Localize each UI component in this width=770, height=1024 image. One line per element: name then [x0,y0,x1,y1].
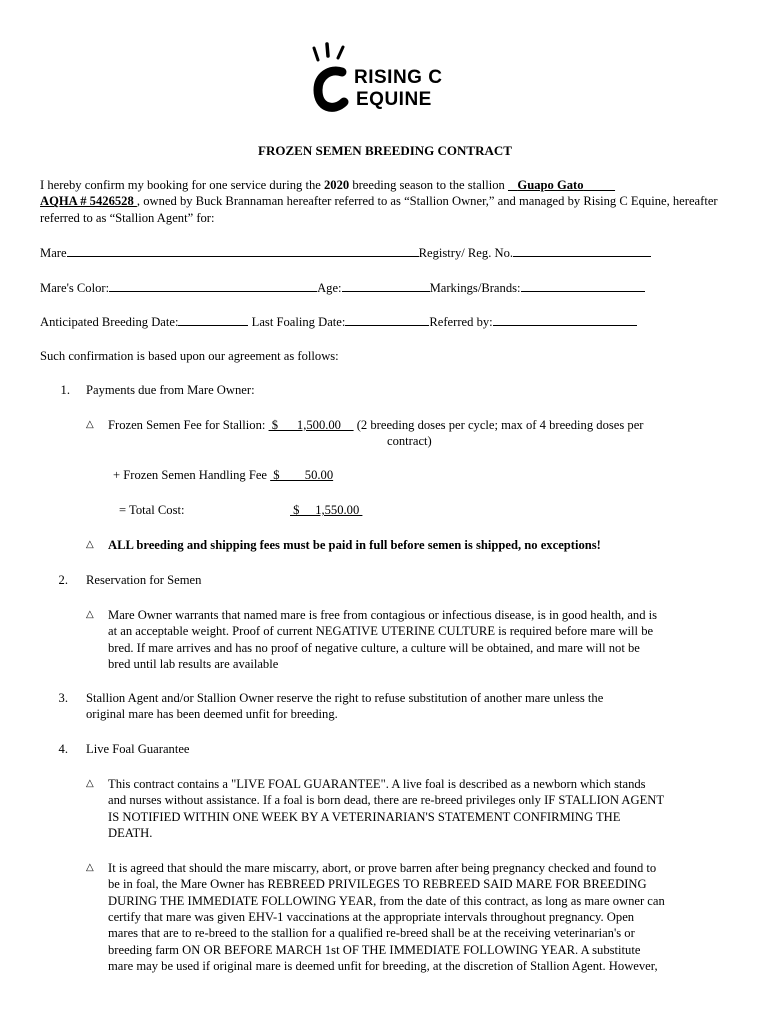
confirmation-text: Such confirmation is based upon our agreement as follows: [40,349,339,363]
anticipated-breeding-label: Anticipated Breeding Date: [40,315,179,329]
logo-line2: EQUINE [356,89,432,110]
season-year: 2020 [323,178,350,192]
dates-row [40,313,637,330]
color-row [40,279,645,296]
mare-row [40,244,651,261]
page-title: FROZEN SEMEN BREEDING CONTRACT [258,143,512,158]
total-amount: $ 1,550.00 [290,503,363,517]
referred-by-label: Referred by: [429,315,493,329]
age-field[interactable] [342,279,430,292]
triangle-bullet-icon: △ [86,609,94,620]
section-2-line: at an acceptable weight. Proof of current NEGATIVE UTERINE CULTURE is required before mare will be [108,624,654,639]
payment-warning: ALL breeding and shipping fees must be paid in full before semen is shipped, no exceptions! [108,538,601,552]
live-foal-line: IS NOTIFIED WITHIN ONE WEEK BY A VETERINARIAN'S STATEMENT CONFIRMING THE [108,809,621,824]
markings-label: Markings/Brands: [429,281,521,295]
registry-label: Registry/ Reg. No. [418,246,514,260]
intro-text-2: breeding season to the stallion [349,178,508,192]
fee-line [108,417,728,433]
rebreed-line: be in foal, the Mare Owner has REBREED PRIVILEGES TO REBREED SAID MARE FOR BREEDING [108,877,647,892]
rebreed-line: certify that mare was given EHV-1 vaccinations at the appropriate intervals throughout pregnancy. Open [108,910,635,925]
rebreed-line: breeding farm ON OR BEFORE MARCH 1st OF THE IMMEDIATE FOLLOWING YEAR. A substitute [108,942,641,957]
fee-label: Frozen Semen Fee for Stallion: [108,418,266,432]
stallion-name: Guapo Gato [517,178,584,192]
referred-by-field[interactable] [493,313,637,326]
section-2-line: bred until lab results are available [108,657,279,672]
aqha-number: AQHA # 5426528 [40,194,137,209]
triangle-bullet-icon: △ [86,778,94,789]
rising-c-equine-logo [310,42,460,114]
section-3-line: Stallion Agent and/or Stallion Owner reserve the right to refuse substitution of another mare unless the [86,691,604,705]
section-3-body [86,690,603,723]
mare-color-field[interactable] [109,279,317,292]
handling-label: + Frozen Semen Handling Fee [113,468,267,482]
live-foal-line: and nurses without assistance. If a foal is born dead, there are re-breed privileges only IF STALLION AGENT [108,793,665,808]
markings-field[interactable] [521,279,645,292]
live-foal-paragraph [108,776,728,841]
live-foal-line: This contract contains a "LIVE FOAL GUARANTEE". A live foal is described as a newborn which stands [108,777,646,791]
section-2-line: Mare Owner warrants that named mare is free from contagious or infectious disease, is in good health, and is [108,608,658,622]
live-foal-line: DEATH. [108,826,153,841]
last-foaling-field[interactable] [345,313,429,326]
logo-line1: RISING C [354,67,443,88]
triangle-bullet-icon: △ [86,539,94,550]
last-foaling-label: Last Foaling Date: [251,315,346,329]
mare-field[interactable] [67,244,419,257]
section-1-number: 1. [60,383,70,397]
age-label: Age: [317,281,342,295]
section-4-title: Live Foal Guarantee [86,742,190,756]
section-2-number: 2. [58,573,68,587]
section-3-number: 3. [58,691,68,705]
rebreed-line: mares that are to re-breed to the stallion for a qualified re-breed shall be at the receiving veterinarian's or [108,926,635,941]
intro-text-1: I hereby confirm my booking for one service during the [40,178,324,192]
intro-text-3: , owned by Buck Brannaman hereafter referred to as “Stallion Owner,” and managed by Rising C Equine, hereafter referred to as “Stallion Agent” for: [40,194,718,225]
registry-field[interactable] [513,244,651,257]
handling-amount: $ 50.00 [270,468,334,482]
rebreed-paragraph [108,860,728,975]
triangle-bullet-icon: △ [86,862,94,873]
rebreed-line: DURING THE IMMEDIATE FOLLOWING YEAR, from the date of this contract, as long as mare owner can [108,893,665,908]
section-2-body [108,607,728,672]
fee-note-1: (2 breeding doses per cycle; max of 4 breeding doses per [356,418,644,432]
intro-paragraph [40,177,730,226]
mare-color-label: Mare's Color: [40,281,110,295]
rebreed-line: It is agreed that should the mare miscarry, abort, or prove barren after being pregnancy checked and found to [108,861,657,875]
handling-line [113,467,333,483]
fee-amount: $ 1,500.00 [268,418,354,432]
fee-note-2: contract) [387,434,432,448]
section-3-line: original mare has been deemed unfit for breeding. [86,707,338,722]
sun-rays-icon [310,42,356,114]
triangle-bullet-icon: △ [86,419,94,430]
total-label: = Total Cost: [119,503,185,517]
section-1-title: Payments due from Mare Owner: [86,383,255,397]
section-2-title: Reservation for Semen [86,573,202,587]
section-4-number: 4. [58,742,68,756]
rebreed-line: mare may be used if original mare is deemed unfit for breeding, at the discretion of Stallion Agent. However, [108,959,658,974]
mare-label: Mare [40,246,67,260]
section-2-line: bred. If mare arrives and has no proof of negative culture, a culture will be obtained, and mare will not be [108,640,640,655]
anticipated-breeding-field[interactable] [178,313,248,326]
